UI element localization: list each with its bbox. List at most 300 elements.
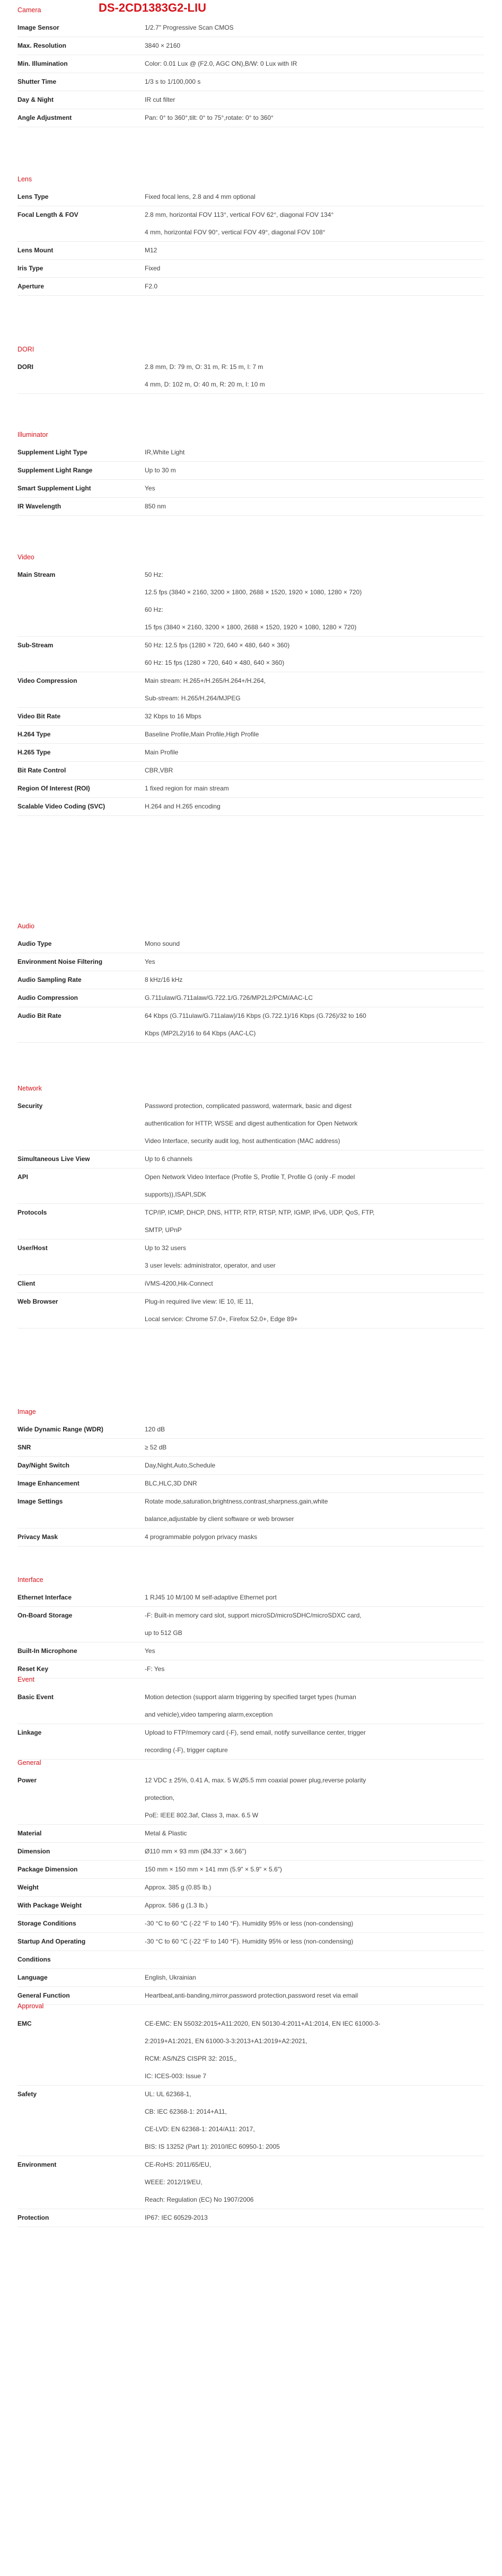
spec-value: Upload to FTP/memory card (-F), send email, notify surveillance center, trigger — [145, 1729, 366, 1736]
spec-row-simultaneous-live-view — [17, 1150, 484, 1168]
spec-row-smart-supplement-light — [17, 480, 484, 498]
spec-values — [145, 278, 484, 295]
spec-values — [145, 1150, 484, 1168]
spec-value: 1/3 s to 1/100,000 s — [145, 78, 201, 85]
spec-row-emc — [17, 2015, 484, 2086]
spec-label: Smart Supplement Light — [17, 485, 91, 492]
spec-label: API — [17, 1173, 29, 1181]
spec-label: Day & Night — [17, 96, 54, 103]
spec-values — [145, 1168, 484, 1203]
spec-value: Color: 0.01 Lux @ (F2.0, AGC ON),B/W: 0 Lux with IR — [145, 60, 297, 67]
spec-row-ir-wavelength — [17, 498, 484, 516]
spec-row-user-host — [17, 1239, 484, 1275]
spec-label: Protection — [17, 2214, 49, 2221]
spec-label: Material — [17, 1830, 42, 1837]
spec-label: Startup And Operating — [17, 1938, 86, 1945]
spec-row-on-board-storage — [17, 1607, 484, 1642]
spec-value: 50 Hz: 12.5 fps (1280 × 720, 640 × 480, 640 × 360) — [145, 641, 290, 649]
section-title: Network — [17, 1085, 42, 1092]
spec-row-supplement-light-range — [17, 462, 484, 480]
spec-value: ≥ 52 dB — [145, 1444, 167, 1451]
spec-value: Reach: Regulation (EC) No 1907/2006 — [145, 2196, 254, 2203]
spec-values — [145, 1007, 484, 1042]
spec-value: 8 kHz/16 kHz — [145, 976, 183, 983]
spec-row-storage-conditions — [17, 1915, 484, 1933]
section-title: Camera — [17, 6, 41, 14]
spec-label: Ethernet Interface — [17, 1594, 72, 1601]
spec-row-h-264-type — [17, 726, 484, 744]
spec-value: Up to 30 m — [145, 467, 176, 474]
spec-label: Package Dimension — [17, 1866, 78, 1873]
spec-label: Environment — [17, 2161, 57, 2168]
spec-row-material — [17, 1825, 484, 1843]
spec-value: Kbps (MP2L2)/16 to 64 Kbps (AAC-LC) — [145, 1030, 256, 1037]
spec-value: F2.0 — [145, 283, 158, 290]
spec-value: Local service: Chrome 57.0+, Firefox 52.0+, Edge 89+ — [145, 1315, 298, 1323]
spec-label: Main Stream — [17, 571, 56, 578]
spec-row-video-compression — [17, 672, 484, 708]
spec-values — [145, 780, 484, 797]
spec-values — [145, 1843, 484, 1860]
section-title: Approval — [17, 2002, 44, 2010]
spec-value: Main Profile — [145, 749, 179, 756]
spec-values — [145, 358, 484, 393]
spec-label: Video Bit Rate — [17, 713, 61, 720]
spec-values — [145, 1439, 484, 1456]
spec-value: Day,Night,Auto,Schedule — [145, 1462, 216, 1469]
spec-row-day-night — [17, 91, 484, 109]
spec-values — [145, 2156, 484, 2209]
spec-value: CE-LVD: EN 62368-1: 2014/A11: 2017, — [145, 2125, 255, 2133]
section-illuminator — [17, 429, 484, 516]
spec-row-audio-compression — [17, 989, 484, 1007]
spec-row-audio-type — [17, 935, 484, 953]
spec-value: Ø110 mm × 93 mm (Ø4.33" × 3.66") — [145, 1848, 246, 1855]
spec-values — [145, 989, 484, 1007]
spec-value: 60 Hz: — [145, 606, 163, 613]
spec-row-image-settings — [17, 1493, 484, 1528]
spec-label: Wide Dynamic Range (WDR) — [17, 1426, 103, 1433]
spec-label: Safety — [17, 2090, 37, 2098]
spec-label: Client — [17, 1280, 36, 1287]
spec-value: 2.8 mm, horizontal FOV 113°, vertical FOV 62°, diagonal FOV 134° — [145, 211, 334, 218]
spec-value: Plug-in required live view: IE 10, IE 11, — [145, 1298, 254, 1305]
spec-value: protection, — [145, 1794, 175, 1801]
spec-value: IP67: IEC 60529-2013 — [145, 2214, 208, 2221]
spec-label: H.265 Type — [17, 749, 51, 756]
section-video — [17, 551, 484, 816]
spec-values — [145, 2209, 484, 2227]
spec-value: RCM: AS/NZS CISPR 32: 2015,, — [145, 2055, 237, 2062]
spec-values — [145, 1724, 484, 1759]
spec-label: Max. Resolution — [17, 42, 67, 49]
spec-row-conditions — [17, 1951, 484, 1969]
spec-row-image-sensor — [17, 19, 484, 37]
spec-label: Aperture — [17, 283, 45, 290]
section-general — [17, 1757, 484, 2005]
spec-value: balance,adjustable by client software or web browser — [145, 1515, 294, 1523]
spec-values — [145, 480, 484, 497]
spec-value: BIS: IS 13252 (Part 1): 2010/IEC 60950-1: 2005 — [145, 2143, 280, 2150]
spec-value: 150 mm × 150 mm × 141 mm (5.9" × 5.9" × 5.6") — [145, 1866, 282, 1873]
spec-row-dimension — [17, 1843, 484, 1861]
spec-values — [145, 1861, 484, 1878]
spec-value — [145, 1951, 484, 1968]
spec-values — [145, 708, 484, 725]
spec-values — [145, 726, 484, 743]
spec-values — [145, 1528, 484, 1546]
spec-row-linkage — [17, 1724, 484, 1760]
spec-values — [145, 55, 484, 73]
spec-row-lens-mount — [17, 242, 484, 260]
spec-value: PoE: IEEE 802.3af, Class 3, max. 6.5 W — [145, 1812, 259, 1819]
spec-label: Sub-Stream — [17, 641, 54, 649]
spec-values — [145, 206, 484, 241]
section-title: DORI — [17, 346, 34, 353]
spec-label: Region Of Interest (ROI) — [17, 785, 90, 792]
spec-label: Focal Length & FOV — [17, 211, 78, 218]
spec-label: Reset Key — [17, 1665, 49, 1673]
spec-value: WEEE: 2012/19/EU, — [145, 2178, 202, 2186]
spec-label: EMC — [17, 2020, 32, 2027]
section-title: General — [17, 1759, 41, 1766]
section-title: Image — [17, 1408, 36, 1416]
section-audio — [17, 920, 484, 1043]
spec-label: Web Browser — [17, 1298, 58, 1305]
spec-label: Iris Type — [17, 265, 43, 272]
spec-row-protection — [17, 2209, 484, 2227]
section-event — [17, 1674, 484, 1760]
spec-label: Conditions — [17, 1956, 51, 1963]
spec-label: Environment Noise Filtering — [17, 958, 103, 965]
spec-value: Baseline Profile,Main Profile,High Profile — [145, 731, 259, 738]
spec-row-weight — [17, 1879, 484, 1897]
spec-value: Pan: 0° to 360°,tilt: 0° to 75°,rotate: 0° to 360° — [145, 114, 274, 121]
spec-label: Day/Night Switch — [17, 1462, 70, 1469]
spec-label: On-Board Storage — [17, 1612, 73, 1619]
spec-label: Shutter Time — [17, 78, 57, 85]
spec-value: iVMS-4200,Hik-Connect — [145, 1280, 213, 1287]
spec-value: and vehicle),video tampering alarm,exception — [145, 1711, 273, 1718]
spec-row-image-enhancement — [17, 1475, 484, 1493]
spec-value: Yes — [145, 1647, 155, 1655]
spec-value: Up to 32 users — [145, 1244, 187, 1252]
spec-row-power — [17, 1772, 484, 1825]
spec-row-security — [17, 1097, 484, 1150]
spec-label: Audio Bit Rate — [17, 1012, 61, 1019]
spec-label: IR Wavelength — [17, 503, 61, 510]
spec-row-main-stream — [17, 566, 484, 637]
spec-values — [145, 762, 484, 779]
spec-values — [145, 566, 484, 636]
spec-row-ethernet-interface — [17, 1589, 484, 1607]
spec-value: 2:2019+A1:2021, EN 61000-3-3:2013+A1:2019+A2:2021, — [145, 2037, 307, 2045]
spec-value: UL: UL 62368-1, — [145, 2090, 191, 2098]
spec-value: Video Interface, security audit log, host authentication (MAC address) — [145, 1137, 340, 1145]
spec-row-max-resolution — [17, 37, 484, 55]
spec-values — [145, 19, 484, 37]
spec-value: 32 Kbps to 16 Mbps — [145, 713, 201, 720]
spec-value: CBR,VBR — [145, 767, 173, 774]
spec-label: Weight — [17, 1884, 39, 1891]
spec-label: Basic Event — [17, 1693, 54, 1701]
spec-value: -F: Yes — [145, 1665, 165, 1673]
spec-label: Built-In Microphone — [17, 1647, 77, 1655]
spec-row-bit-rate-control — [17, 762, 484, 780]
spec-values — [145, 2086, 484, 2156]
spec-value: 4 programmable polygon privacy masks — [145, 1533, 258, 1541]
spec-values — [145, 1772, 484, 1824]
spec-value: Open Network Video Interface (Profile S, Profile T, Profile G (only -F model — [145, 1173, 355, 1181]
spec-values — [145, 1933, 484, 1950]
spec-values — [145, 798, 484, 815]
spec-label: DORI — [17, 363, 33, 371]
spec-label: General Function — [17, 1992, 70, 1999]
spec-row-audio-bit-rate — [17, 1007, 484, 1043]
section-dori — [17, 344, 484, 394]
spec-value: IR,White Light — [145, 449, 185, 456]
spec-values — [145, 1607, 484, 1642]
spec-value: 850 nm — [145, 503, 166, 510]
spec-label: H.264 Type — [17, 731, 51, 738]
section-camera — [17, 4, 484, 127]
spec-value: SMTP, UPnP — [145, 1226, 182, 1234]
spec-row-snr — [17, 1439, 484, 1457]
spec-row-environment-noise-filtering — [17, 953, 484, 971]
spec-label: Audio Compression — [17, 994, 78, 1001]
spec-value: English, Ukrainian — [145, 1974, 196, 1981]
spec-label: Storage Conditions — [17, 1920, 76, 1927]
spec-label: Privacy Mask — [17, 1533, 58, 1541]
spec-value: 3 user levels: administrator, operator, and user — [145, 1262, 276, 1269]
section-title: Illuminator — [17, 431, 48, 438]
spec-value: 4 mm, D: 102 m, O: 40 m, R: 20 m, I: 10 m — [145, 381, 265, 388]
spec-label: Min. Illumination — [17, 60, 68, 67]
section-approval — [17, 2000, 484, 2227]
spec-values — [145, 1897, 484, 1914]
spec-row-h-265-type — [17, 744, 484, 762]
spec-row-region-of-interest-roi — [17, 780, 484, 798]
spec-row-built-in-microphone — [17, 1642, 484, 1660]
spec-label: Linkage — [17, 1729, 42, 1736]
spec-values — [145, 1457, 484, 1474]
spec-value: -30 °C to 60 °C (-22 °F to 140 °F). Humidity 95% or less (non-condensing) — [145, 1938, 354, 1945]
spec-label: Lens Type — [17, 193, 49, 200]
spec-value: IR cut filter — [145, 96, 175, 103]
spec-value: CE-EMC: EN 55032:2015+A11:2020, EN 50130-4:2011+A1:2014, EN IEC 61000-3- — [145, 2020, 381, 2027]
spec-value: 120 dB — [145, 1426, 165, 1433]
spec-value: Metal & Plastic — [145, 1830, 187, 1837]
spec-value: Main stream: H.265+/H.265/H.264+/H.264, — [145, 677, 266, 684]
spec-values — [145, 1275, 484, 1293]
spec-values — [145, 971, 484, 989]
spec-values — [145, 953, 484, 971]
spec-row-iris-type — [17, 260, 484, 278]
spec-values — [145, 444, 484, 461]
spec-values — [145, 1204, 484, 1239]
spec-values — [145, 462, 484, 479]
spec-values — [145, 260, 484, 277]
spec-row-audio-sampling-rate — [17, 971, 484, 989]
spec-values — [145, 935, 484, 953]
spec-value: Rotate mode,saturation,brightness,contrast,sharpness,gain,white — [145, 1498, 328, 1505]
spec-row-api — [17, 1168, 484, 1204]
spec-row-privacy-mask — [17, 1528, 484, 1546]
spec-row-scalable-video-coding-svc — [17, 798, 484, 816]
spec-value: 12.5 fps (3840 × 2160, 3200 × 1800, 2688 × 1520, 1920 × 1080, 1280 × 720) — [145, 588, 362, 596]
spec-row-supplement-light-type — [17, 444, 484, 462]
spec-value: Fixed focal lens, 2.8 and 4 mm optional — [145, 193, 256, 200]
spec-value: CB: IEC 62368-1: 2014+A11, — [145, 2108, 227, 2115]
spec-values — [145, 1475, 484, 1492]
spec-row-startup-and-operating — [17, 1933, 484, 1951]
spec-value: Heartbeat,anti-banding,mirror,password protection,password reset via email — [145, 1992, 358, 1999]
spec-value: 1 fixed region for main stream — [145, 785, 229, 792]
spec-row-shutter-time — [17, 73, 484, 91]
spec-values — [145, 91, 484, 109]
spec-values — [145, 744, 484, 761]
spec-values — [145, 637, 484, 672]
spec-value: Yes — [145, 958, 155, 965]
spec-values — [145, 1879, 484, 1896]
spec-row-angle-adjustment — [17, 109, 484, 127]
spec-label: Supplement Light Type — [17, 449, 87, 456]
spec-value: BLC,HLC,3D DNR — [145, 1480, 197, 1487]
section-network — [17, 1083, 484, 1329]
spec-row-lens-type — [17, 188, 484, 206]
spec-values — [145, 73, 484, 91]
spec-value: Fixed — [145, 265, 161, 272]
spec-row-aperture — [17, 278, 484, 296]
section-title: Event — [17, 1676, 34, 1683]
spec-values — [145, 2015, 484, 2085]
spec-row-web-browser — [17, 1293, 484, 1329]
spec-value: Yes — [145, 485, 155, 492]
spec-value: 60 Hz: 15 fps (1280 × 720, 640 × 480, 640 × 360) — [145, 659, 285, 666]
spec-value: 4 mm, horizontal FOV 90°, vertical FOV 49°, diagonal FOV 108° — [145, 228, 325, 236]
spec-row-wide-dynamic-range-wdr — [17, 1421, 484, 1439]
spec-label: Image Enhancement — [17, 1480, 80, 1487]
section-title: Interface — [17, 1576, 43, 1584]
spec-row-protocols — [17, 1204, 484, 1239]
spec-label: Audio Type — [17, 940, 52, 947]
spec-value: M12 — [145, 247, 157, 254]
spec-values — [145, 1097, 484, 1150]
spec-values — [145, 672, 484, 707]
spec-value: -30 °C to 60 °C (-22 °F to 140 °F). Humidity 95% or less (non-condensing) — [145, 1920, 354, 1927]
spec-row-sub-stream — [17, 637, 484, 672]
spec-value: 12 VDC ± 25%, 0.41 A, max. 5 W,Ø5.5 mm coaxial power plug,reverse polarity — [145, 1777, 366, 1784]
spec-label: Protocols — [17, 1209, 47, 1216]
spec-values — [145, 1493, 484, 1528]
spec-value: 2.8 mm, D: 79 m, O: 31 m, R: 15 m, I: 7 m — [145, 363, 263, 371]
spec-label: Video Compression — [17, 677, 77, 684]
spec-values — [145, 1825, 484, 1842]
spec-label: Dimension — [17, 1848, 50, 1855]
spec-row-min-illumination — [17, 55, 484, 73]
spec-value: 3840 × 2160 — [145, 42, 181, 49]
spec-row-basic-event — [17, 1689, 484, 1724]
spec-label: Image Sensor — [17, 24, 59, 31]
spec-row-video-bit-rate — [17, 708, 484, 726]
spec-value: 1/2.7" Progressive Scan CMOS — [145, 24, 234, 31]
model-title: DS-2CD1383G2-LIU — [99, 1, 206, 14]
spec-values — [145, 1589, 484, 1606]
spec-values — [145, 1642, 484, 1660]
spec-value: supports)),ISAPI,SDK — [145, 1191, 207, 1198]
spec-value: G.711ulaw/G.711alaw/G.722.1/G.726/MP2L2/PCM/AAC-LC — [145, 994, 313, 1001]
spec-row-day-night-switch — [17, 1457, 484, 1475]
section-title: Video — [17, 553, 34, 561]
spec-values — [145, 109, 484, 127]
section-interface — [17, 1574, 484, 1678]
spec-label: Simultaneous Live View — [17, 1155, 90, 1163]
spec-value: 15 fps (3840 × 2160, 3200 × 1800, 2688 × 1520, 1920 × 1080, 1280 × 720) — [145, 623, 357, 631]
spec-value: IC: ICES-003: Issue 7 — [145, 2072, 207, 2080]
spec-values — [145, 1951, 484, 1968]
spec-row-environment — [17, 2156, 484, 2209]
spec-label: Image Settings — [17, 1498, 63, 1505]
spec-label: Lens Mount — [17, 247, 54, 254]
spec-row-client — [17, 1275, 484, 1293]
spec-value: 1 RJ45 10 M/100 M self-adaptive Ethernet port — [145, 1594, 277, 1601]
spec-values — [145, 1239, 484, 1274]
spec-value: Approx. 586 g (1.3 lb.) — [145, 1902, 208, 1909]
spec-value: 64 Kbps (G.711ulaw/G.711alaw)/16 Kbps (G.722.1)/16 Kbps (G.726)/32 to 160 — [145, 1012, 366, 1019]
spec-values — [145, 1969, 484, 1986]
spec-label: Security — [17, 1102, 43, 1110]
spec-value: Up to 6 channels — [145, 1155, 193, 1163]
spec-value: CE-RoHS: 2011/65/EU, — [145, 2161, 212, 2168]
spec-value: Approx. 385 g (0.85 lb.) — [145, 1884, 212, 1891]
spec-value: -F: Built-in memory card slot, support microSD/microSDHC/microSDXC card, — [145, 1612, 362, 1619]
spec-value: Sub-stream: H.265/H.264/MJPEG — [145, 694, 241, 702]
spec-values — [145, 1689, 484, 1724]
spec-label: Scalable Video Coding (SVC) — [17, 803, 105, 810]
section-lens — [17, 173, 484, 296]
spec-values — [145, 1293, 484, 1328]
spec-value: recording (-F), trigger capture — [145, 1746, 228, 1754]
spec-label: Supplement Light Range — [17, 467, 93, 474]
spec-value: H.264 and H.265 encoding — [145, 803, 221, 810]
spec-row-language — [17, 1969, 484, 1987]
spec-values — [145, 498, 484, 515]
spec-values — [145, 242, 484, 259]
spec-label: User/Host — [17, 1244, 48, 1252]
spec-value: 50 Hz: — [145, 571, 163, 578]
section-image — [17, 1406, 484, 1546]
spec-value: up to 512 GB — [145, 1629, 182, 1637]
section-title: Audio — [17, 922, 34, 930]
spec-row-with-package-weight — [17, 1897, 484, 1915]
spec-values — [145, 1915, 484, 1932]
spec-label: Angle Adjustment — [17, 114, 72, 121]
spec-values — [145, 1421, 484, 1438]
spec-label: Language — [17, 1974, 48, 1981]
spec-row-safety — [17, 2086, 484, 2156]
spec-value: Mono sound — [145, 940, 180, 947]
spec-row-dori — [17, 358, 484, 394]
spec-value: TCP/IP, ICMP, DHCP, DNS, HTTP, RTP, RTSP, NTP, IGMP, IPv6, UDP, QoS, FTP, — [145, 1209, 375, 1216]
spec-value: Motion detection (support alarm triggering by specified target types (human — [145, 1693, 356, 1701]
spec-values — [145, 188, 484, 206]
spec-value: authentication for HTTP, WSSE and digest authentication for Open Network — [145, 1120, 358, 1127]
section-title: Lens — [17, 175, 32, 183]
spec-values — [145, 37, 484, 55]
spec-label: Audio Sampling Rate — [17, 976, 82, 983]
spec-label: Power — [17, 1777, 37, 1784]
spec-label: Bit Rate Control — [17, 767, 66, 774]
